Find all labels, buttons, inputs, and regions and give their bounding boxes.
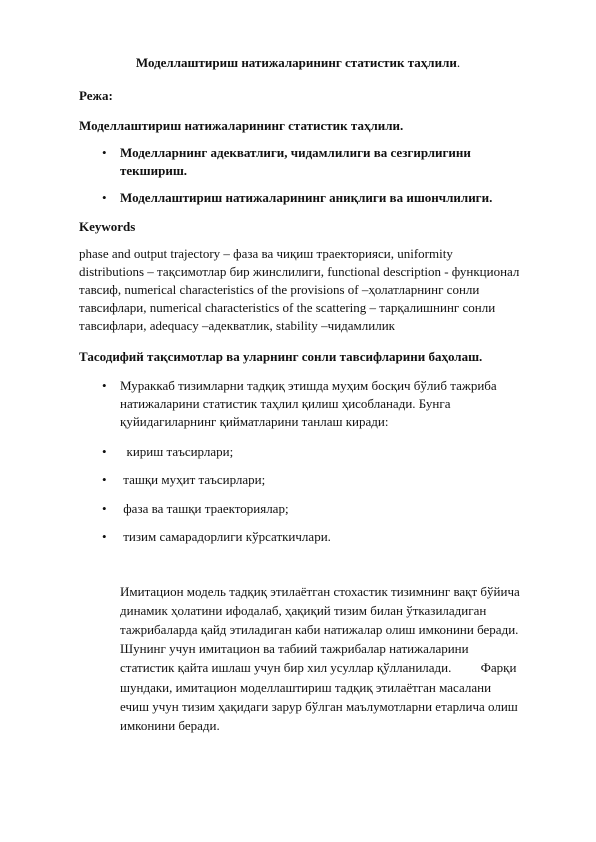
bullet-icon: •: [102, 529, 107, 544]
keywords-line-1: phase and output trajectory – фаза ва чиқиш траекторияси, uniformity: [79, 246, 453, 261]
plan-item-2-line-1: Моделлаштириш натижаларининг аниқлиги ва ишончлилиги.: [120, 190, 493, 205]
bullet-icon: •: [102, 501, 107, 516]
title-dot: .: [456, 55, 461, 70]
section-item-4: фаза ва ташқи траекториялар;: [120, 501, 289, 516]
section-heading: Тасодифий тақсимотлар ва уларнинг сонли тавсифларини баҳолаш.: [79, 349, 483, 364]
section-item-1-line-2: натижаларини статистик таҳлил қилиш ҳисобланади. Бунга: [120, 396, 451, 411]
plan-heading: Моделлаштириш натижаларининг статистик таҳлили.: [79, 118, 404, 133]
title-text: Моделлаштириш натижаларининг статистик таҳлили: [135, 55, 457, 70]
keywords-label: Keywords: [79, 219, 136, 234]
plan-item-1-line-2: текшириш.: [120, 163, 188, 178]
paragraph-line-1: Имитацион модель тадқиқ этилаётган стохастик тизимнинг вақт бўйича: [120, 584, 520, 599]
keywords-line-4: тавсифлари, numerical characteristics of the scattering – тарқалишнинг сонли: [79, 300, 496, 315]
bullet-icon: •: [102, 378, 107, 393]
paragraph-line-4: Шунинг учун имитацион ва табиий тажрибалар натижаларини: [120, 641, 469, 656]
section-item-2: кириш таъсирлари;: [120, 444, 234, 459]
paragraph-line-8: имконини беради.: [120, 718, 220, 733]
keywords-line-2: distributions – тақсимотлар бир жинслилиги, functional description - функционал: [79, 264, 520, 279]
bullet-icon: •: [102, 145, 107, 160]
keywords-line-5: тавсифлари, adequacy –адекватлик, stability –чидамлилик: [79, 318, 395, 333]
paragraph-line-7: ечиш учун тизим ҳақидаги зарур бўлган маълумотларни етарлича олиш: [120, 699, 518, 714]
bullet-icon: •: [102, 444, 107, 459]
document-title: [0, 55, 596, 70]
section-item-5: тизим самарадорлиги кўрсаткичлари.: [120, 529, 331, 544]
paragraph-line-3: тажрибаларда қайд этиладиган каби натижалар олиш имконини беради.: [120, 622, 519, 637]
bullet-icon: •: [102, 190, 107, 205]
paragraph-line-2: динамик ҳолатини ифодалаб, ҳақиқий тизим билан ўтказиладиган: [120, 603, 487, 618]
keywords-line-3: тавсиф, numerical characteristics of the provisions of –ҳолатларнинг сонли: [79, 282, 480, 297]
paragraph-line-6: шундаки, имитацион моделлаштириш тадқиқ этилаётган масалани: [120, 680, 492, 695]
section-item-1-line-1: Мураккаб тизимларни тадқиқ этишда муҳим босқич бўлиб тажриба: [120, 378, 497, 393]
bullet-icon: •: [102, 472, 107, 487]
plan-item-1-line-1: Моделларнинг адекватлиги, чидамлилиги ва сезгирлигини: [120, 145, 471, 160]
section-item-1-line-3: қуйидагиларнинг қийматларини танлаш киради:: [120, 414, 389, 429]
plan-label: Режа:: [79, 88, 113, 103]
paragraph-line-5: статистик қайта ишлаш учун бир хил усуллар қўлланилади. Фарқи: [120, 660, 517, 675]
section-item-3: ташқи муҳит таъсирлари;: [120, 472, 266, 487]
